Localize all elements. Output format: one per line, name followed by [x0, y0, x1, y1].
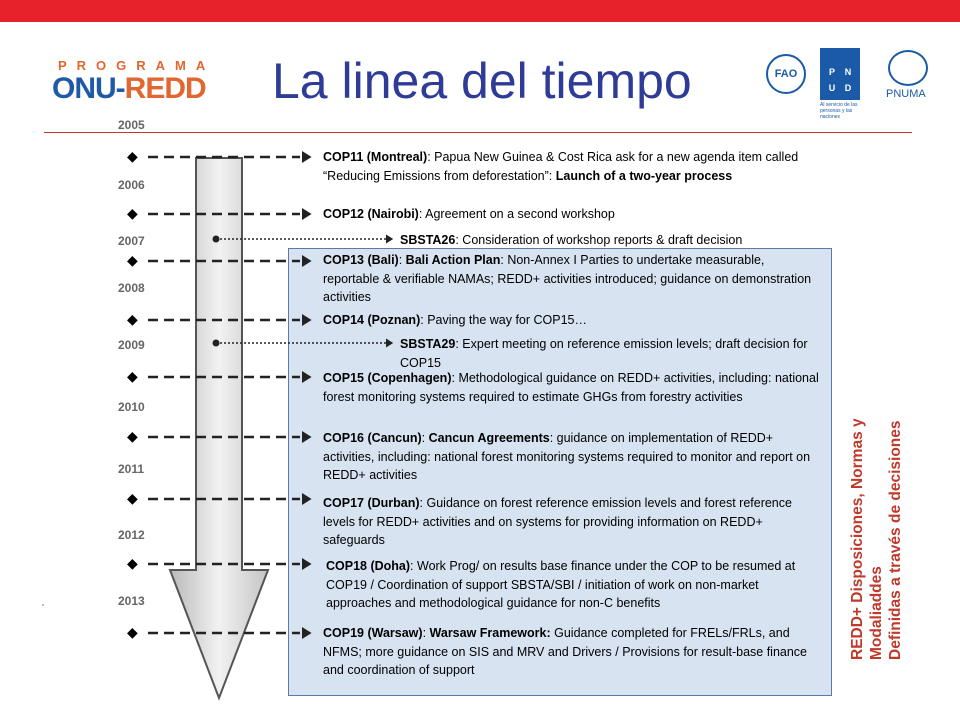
connector-arrowhead — [302, 151, 312, 163]
connector-arrowhead — [386, 339, 393, 348]
year-label: 2010 — [118, 400, 145, 414]
connector-arrowhead — [302, 371, 312, 383]
event-cop16: COP16 (Cancun): Cancun Agreements: guidance on implementation of REDD+ activities, including: national forest monitoring systems required to monitor and report on REDD+ activities — [323, 431, 811, 482]
year-label: 2006 — [118, 178, 145, 192]
event-sbsta26: SBSTA26: Consideration of workshop reports & draft decision — [400, 233, 743, 247]
connector-arrowhead — [386, 235, 393, 244]
event-cop15: COP15 (Copenhagen): Methodological guidance on REDD+ activities, including: national forest monitoring systems required to estimate GHGs from forestry activities — [323, 371, 819, 404]
event-cop11: COP11 (Montreal): Papua New Guinea & Cost Rica ask for a new agenda item called “Reducing Emissions from deforestation”: Launch of a two-year process — [323, 150, 799, 183]
year-label: 2007 — [118, 234, 145, 248]
event-cop19: COP19 (Warsaw): Warsaw Framework: Guidance completed for FRELs/FRLs, and NFMS; more guidance on SIS and MRV and Drivers / Provisions for result-base finance and coordination of support — [323, 626, 808, 677]
diamond-bullet-icon: ◆ — [127, 369, 138, 385]
event-cop14: COP14 (Poznan): Paving the way for COP15… — [323, 313, 587, 327]
diamond-bullet-icon: ◆ — [127, 149, 138, 165]
diamond-bullet-icon: ◆ — [127, 491, 138, 507]
connector-arrowhead — [302, 255, 312, 267]
connector-arrowhead — [302, 627, 312, 639]
year-label: 2012 — [118, 528, 145, 542]
year-label: 2009 — [118, 338, 145, 352]
connector-arrowhead — [302, 208, 312, 220]
year-label: 2011 — [118, 462, 145, 476]
fao-logo: FAO — [766, 54, 806, 94]
event-cop12: COP12 (Nairobi): Agreement on a second workshop — [323, 207, 615, 221]
pnud-logo: P N U D — [820, 48, 860, 100]
year-label: 2008 — [118, 281, 145, 295]
event-cop13: COP13 (Bali): Bali Action Plan: Non-Annex I Parties to undertake measurable, reportable & verifiable NAMAs; REDD+ activities introduced; guidance on demonstration activities — [323, 253, 812, 304]
connector-arrowhead — [302, 558, 312, 570]
year-label: 2013 — [118, 594, 145, 608]
diamond-bullet-icon: ◆ — [127, 312, 138, 328]
diamond-bullet-icon: ◆ — [127, 429, 138, 445]
sbsta-dot — [213, 236, 220, 243]
year-label: 2005 — [118, 118, 145, 132]
event-cop18: COP18 (Doha): Work Prog/ on results base finance under the COP to be resumed at COP19 / Coordination of support SBSTA/SBI / initiation of work on non-market approaches and methodological guidance for non-C benefits — [326, 559, 796, 610]
diamond-bullet-icon: ◆ — [127, 625, 138, 641]
sbsta-dot — [213, 340, 220, 347]
event-sbsta29: SBSTA29: Expert meeting on reference emission levels; draft decision for COP15 — [400, 337, 808, 370]
pnud-tagline: Al servicio de las personas y las naciones — [820, 102, 858, 120]
connector-arrowhead — [302, 431, 312, 443]
connector-arrowhead — [302, 493, 312, 505]
diamond-bullet-icon: ◆ — [127, 253, 138, 269]
pnuma-logo: PNUMA — [886, 88, 926, 100]
connector-arrowhead — [302, 314, 312, 326]
diamond-bullet-icon: ◆ — [127, 206, 138, 222]
redd-plus-side-label: REDD+ Disposiciones, Normas y Modaliaddes Definidas a través de decisiones — [849, 418, 904, 660]
event-cop17: COP17 (Durban): Guidance on forest reference emission levels and forest reference levels for REDD+ activities and on systems for providing information on REDD+ safeguards — [323, 496, 792, 547]
diamond-bullet-icon: ◆ — [127, 556, 138, 572]
onu-redd-logo: PROGRAMA ONU-REDD — [52, 58, 216, 105]
page-title: La linea del tiempo — [272, 53, 692, 109]
